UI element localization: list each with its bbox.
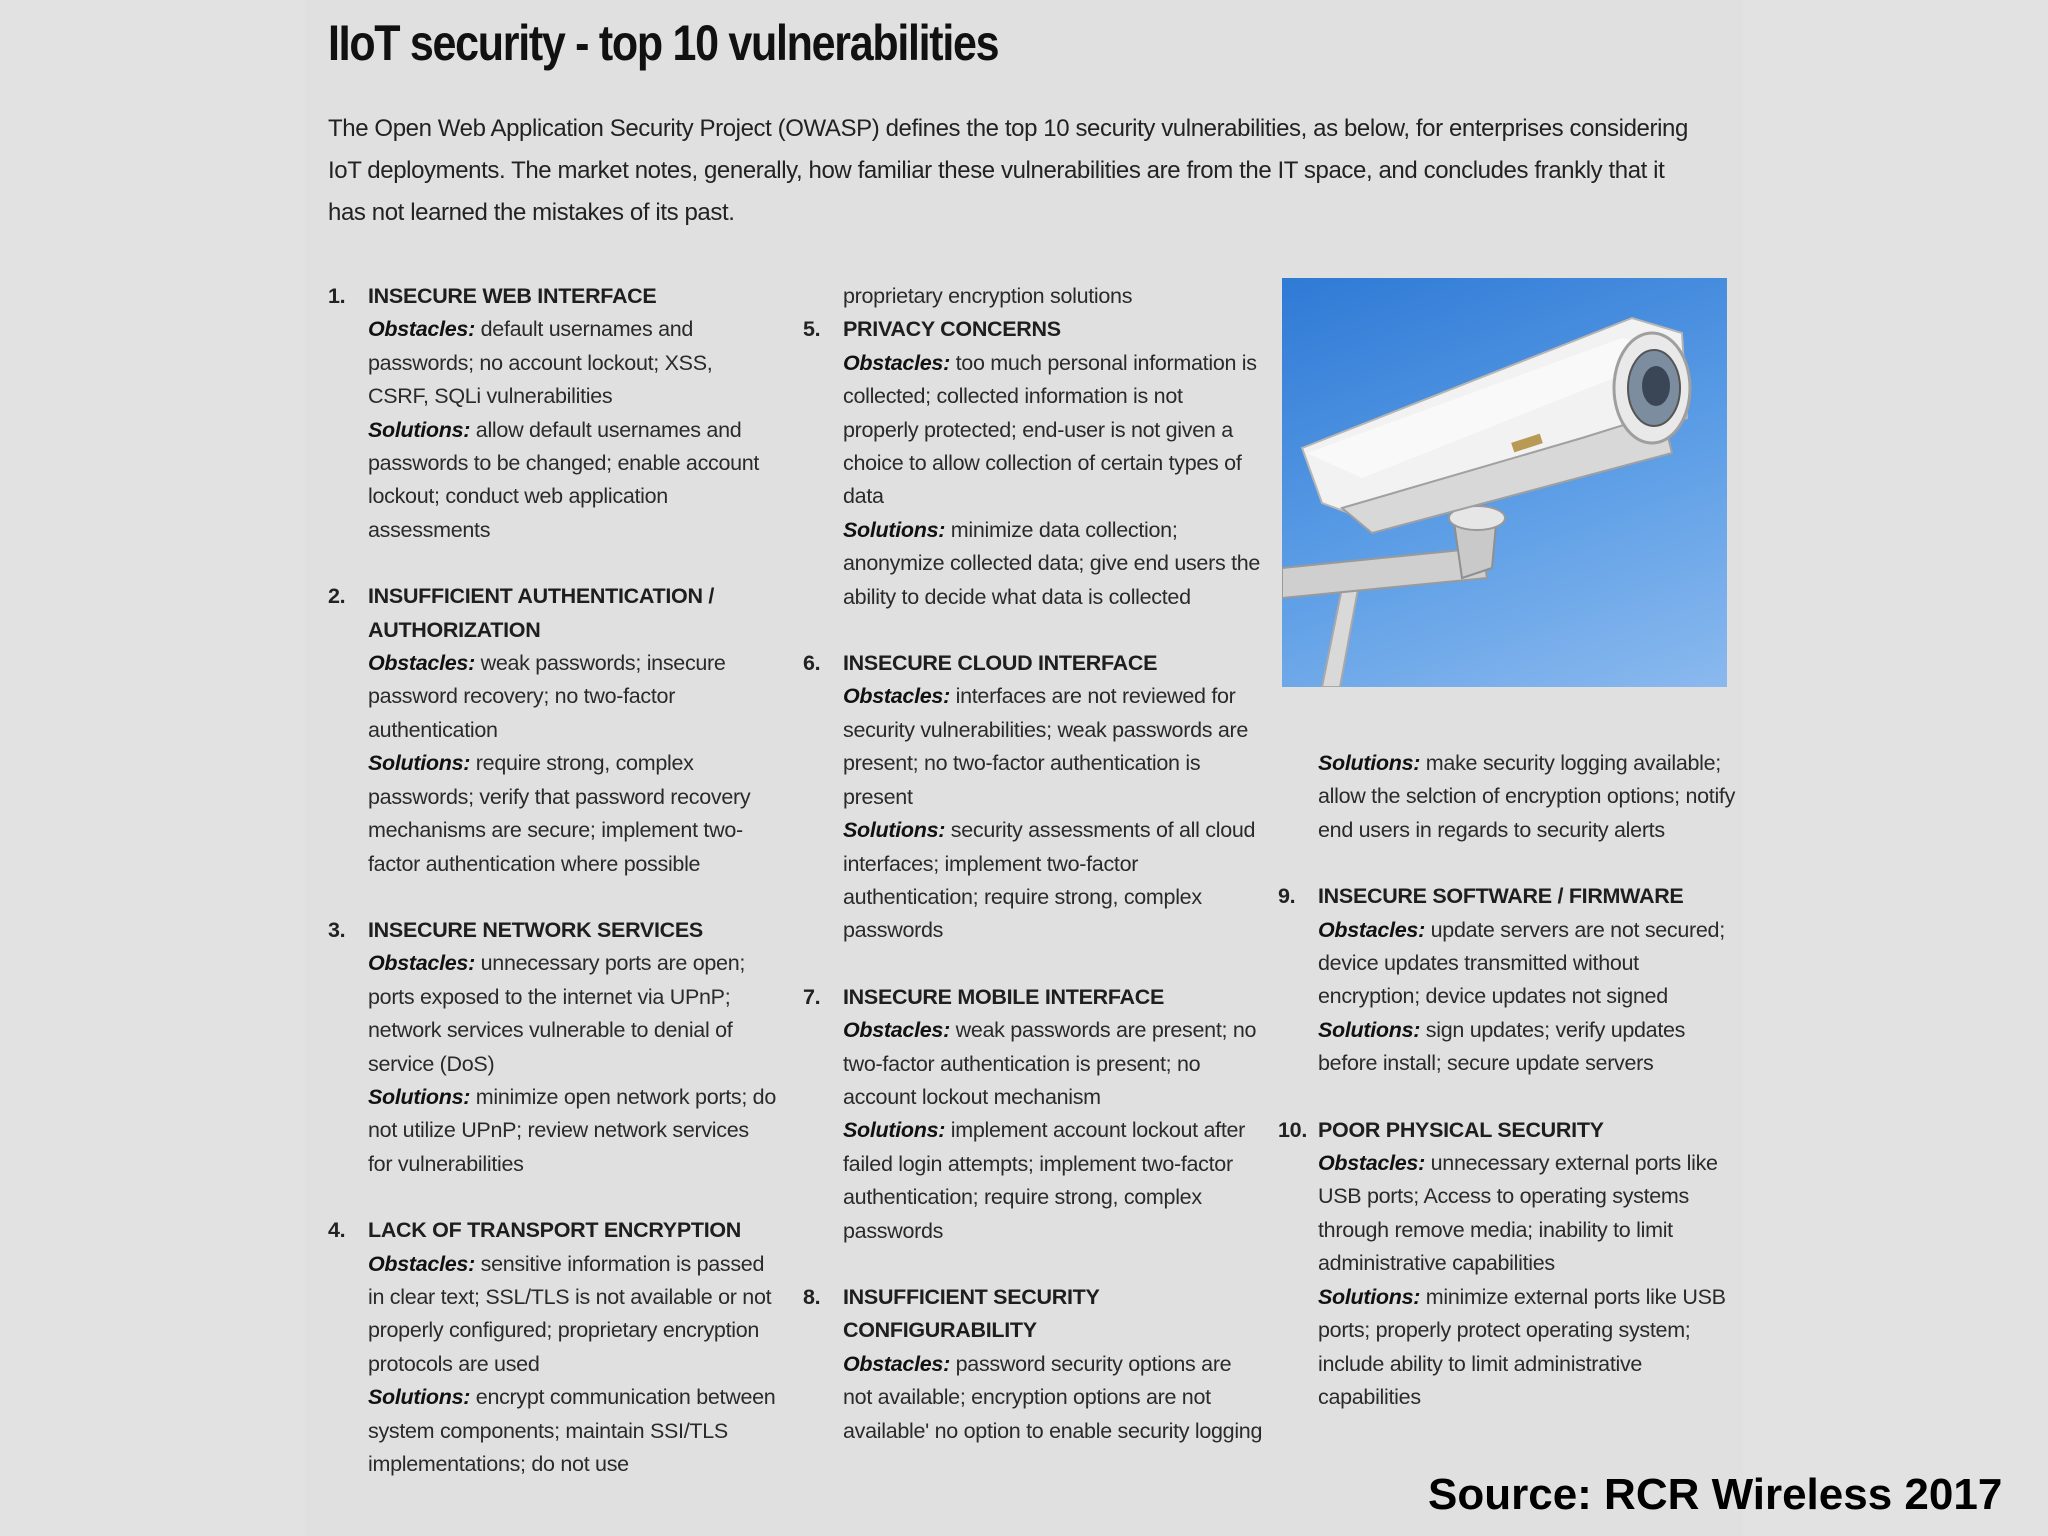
solutions-text: security assessments of all cloud interfaces; implement two-factor authentication; require strong, complex passwords <box>843 818 1256 943</box>
obstacles-text: unnecessary external ports like USB ports; Access to operating systems through remove media; inability to limit administrative capabilities <box>1318 1151 1718 1276</box>
obstacles-label: Obstacles: <box>843 350 950 375</box>
solutions-label: Solutions: <box>1318 1284 1421 1309</box>
item-number: 6. <box>803 651 821 676</box>
vulnerability-4 <box>328 1214 778 1481</box>
item-number: 5. <box>803 317 821 342</box>
solutions-label: Solutions: <box>843 818 946 843</box>
solutions-text: sign updates; verify updates before install; secure update servers <box>1318 1017 1686 1076</box>
obstacles-label: Obstacles: <box>843 1018 950 1043</box>
vulnerability-1 <box>328 280 778 547</box>
obstacles-text: sensitive information is passed in clear text; SSL/TLS is not available or not properly configured; proprietary encryption protocols are used <box>368 1251 772 1376</box>
vulnerability-5 <box>803 313 1263 614</box>
item-number: 3. <box>328 917 346 942</box>
obstacles-text: weak passwords; insecure password recovery; no two-factor authentication <box>368 651 726 742</box>
security-camera-photo <box>1282 278 1727 687</box>
solutions-label: Solutions: <box>368 751 471 776</box>
item-heading: INSECURE NETWORK SERVICES <box>368 917 703 942</box>
item-heading: INSECURE WEB INTERFACE <box>368 284 657 308</box>
vulnerability-10 <box>1278 1114 1738 1415</box>
page-title: IIoT security - top 10 vulnerabilities <box>328 15 999 71</box>
obstacles-label: Obstacles: <box>368 951 475 976</box>
obstacles-label: Obstacles: <box>1318 917 1425 942</box>
solutions-text: encrypt communication between system components; maintain SSI/TLS implementations; do not use <box>368 1385 776 1476</box>
vulnerability-7 <box>803 981 1263 1248</box>
item-heading: PRIVACY CONCERNS <box>843 317 1061 342</box>
item-heading: INSECURE SOFTWARE / FIRMWARE <box>1318 884 1684 909</box>
solutions-text: minimize data collection; anonymize collected data; give end users the ability to decide what data is collected <box>843 517 1261 609</box>
item-heading: INSECURE MOBILE INTERFACE <box>843 984 1164 1009</box>
solutions-text: minimize open network ports; do not utilize UPnP; review network services for vulnerabilities <box>368 1084 777 1176</box>
obstacles-text: interfaces are not reviewed for security vulnerabilities; weak passwords are present; no two-factor authentication is present <box>843 684 1249 809</box>
item-heading: POOR PHYSICAL SECURITY <box>1318 1117 1604 1142</box>
solutions-label: Solutions: <box>1318 751 1421 775</box>
source-caption: Source: RCR Wireless 2017 <box>1428 1470 2003 1519</box>
obstacles-text: password security options are not available; encryption options are not available' no option to enable security logging <box>843 1351 1263 1443</box>
item-heading: INSUFFICIENT AUTHENTICATION / AUTHORIZATION <box>368 584 715 642</box>
vulnerability-9 <box>1278 880 1738 1080</box>
solutions-text: minimize external ports like USB ports; properly protect operating system; include ability to limit administrative capabilities <box>1318 1284 1726 1409</box>
item-number: 2. <box>328 584 346 609</box>
item-heading: INSECURE CLOUD INTERFACE <box>843 651 1158 676</box>
obstacles-text: too much personal information is collected; collected information is not properly protected; end-user is not given a choice to allow collection of certain types of data <box>843 350 1257 509</box>
item-number: 10. <box>1278 1117 1307 1142</box>
item-4-continued: proprietary encryption solutions <box>843 284 1133 308</box>
solutions-label: Solutions: <box>368 417 471 442</box>
solutions-text: require strong, complex passwords; verify that password recovery mechanisms are secure; implement two-factor authentication where possible <box>368 751 751 876</box>
column-1 <box>328 280 778 1481</box>
item-number: 1. <box>328 284 346 308</box>
solutions-label: Solutions: <box>843 1118 946 1143</box>
item-number: 9. <box>1278 884 1296 909</box>
security-camera-icon <box>1282 278 1727 687</box>
intro-paragraph: The Open Web Application Security Project (OWASP) defines the top 10 security vulnerabilities, as below, for enterprises considering IoT deployments. The market notes, generally, how familiar these vulnerabilities are from the IT space, and concludes frankly that it has not learned the mistakes of its past. <box>328 115 1688 226</box>
item-number: 7. <box>803 984 821 1009</box>
solutions-text: implement account lockout after failed login attempts; implement two-factor authentication; require strong, complex passwords <box>843 1118 1246 1243</box>
solutions-label: Solutions: <box>843 517 946 542</box>
obstacles-label: Obstacles: <box>843 684 950 709</box>
solutions-label: Solutions: <box>368 1084 471 1109</box>
solutions-label: Solutions: <box>1318 1017 1421 1042</box>
item-heading: INSUFFICIENT SECURITY CONFIGURABILITY <box>843 1284 1100 1343</box>
item-heading: LACK OF TRANSPORT ENCRYPTION <box>368 1218 742 1243</box>
obstacles-text: update servers are not secured; device updates transmitted without encryption; device updates not signed <box>1318 917 1725 1009</box>
vulnerability-3 <box>328 914 778 1181</box>
vulnerability-2 <box>328 580 778 881</box>
solutions-label: Solutions: <box>368 1385 471 1410</box>
vulnerability-8 <box>803 1281 1263 1448</box>
item-8-continued <box>1278 747 1738 847</box>
obstacles-text: default usernames and passwords; no account lockout; XSS, CSRF, SQLi vulnerabilities <box>368 317 713 409</box>
obstacles-text: unnecessary ports are open; ports exposed to the internet via UPnP; network services vulnerable to denial of service (DoS) <box>368 951 746 1076</box>
obstacles-label: Obstacles: <box>1318 1151 1425 1176</box>
solutions-text: make security logging available; allow the selction of encryption options; notify end users in regards to security alerts <box>1318 751 1736 842</box>
obstacles-label: Obstacles: <box>368 317 475 342</box>
obstacles-label: Obstacles: <box>368 651 475 676</box>
obstacles-label: Obstacles: <box>843 1351 950 1376</box>
item-number: 8. <box>803 1284 821 1309</box>
item-number: 4. <box>328 1218 346 1243</box>
obstacles-label: Obstacles: <box>368 1251 475 1276</box>
solutions-text: allow default usernames and passwords to be changed; enable account lockout; conduct web application assessments <box>368 417 760 542</box>
vulnerability-6 <box>803 647 1263 948</box>
column-3 <box>1278 747 1738 1414</box>
column-2 <box>803 280 1263 1448</box>
obstacles-text: weak passwords are present; no two-factor authentication is present; no account lockout mechanism <box>843 1018 1257 1109</box>
